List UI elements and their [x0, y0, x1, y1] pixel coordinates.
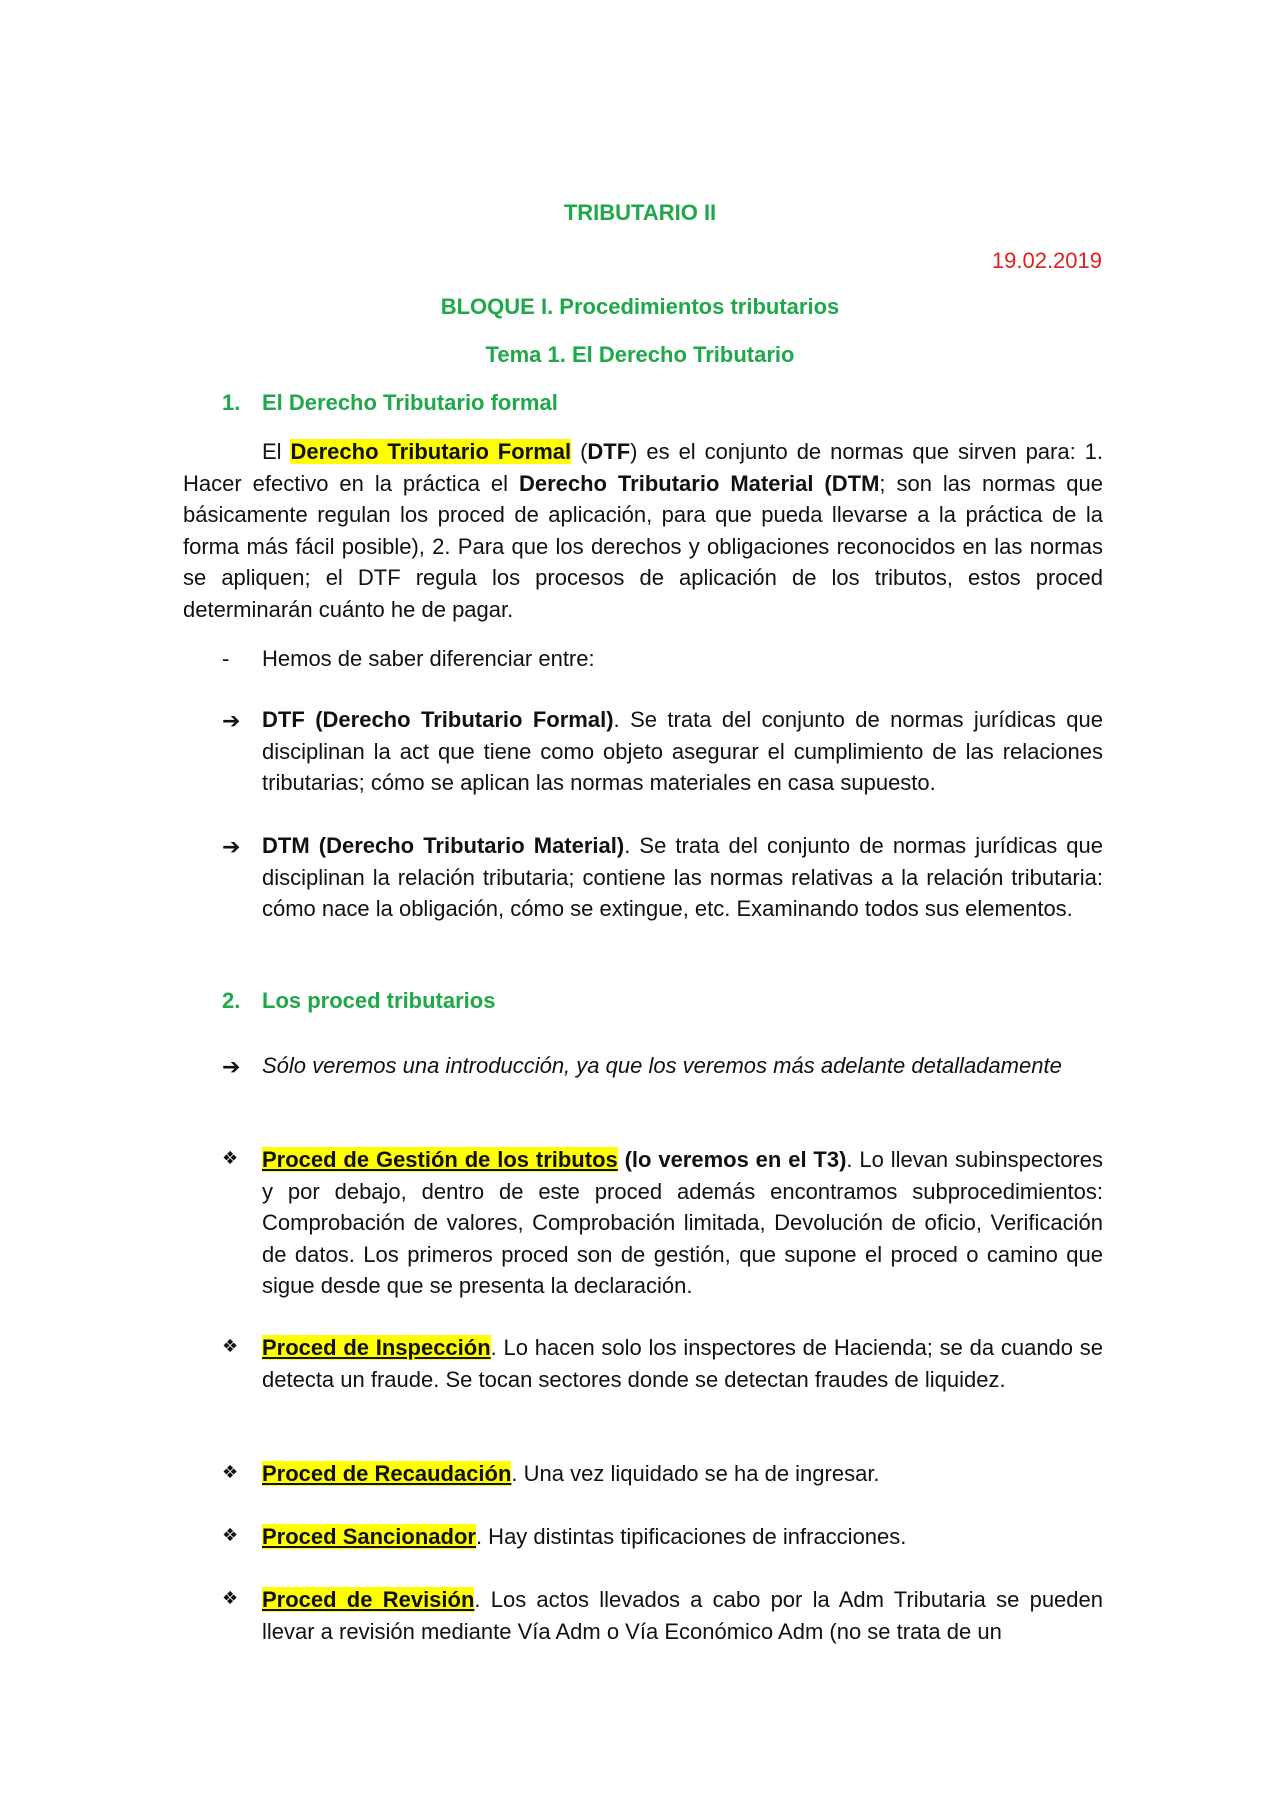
arrow-icon: ➔: [222, 834, 241, 859]
diamond-icon: ❖: [222, 1148, 239, 1168]
doc-title: TRIBUTARIO II: [563, 200, 717, 225]
section2-number: 2.: [222, 988, 241, 1013]
highlight-dtf-term: Derecho Tributario Formal: [290, 439, 572, 464]
procedure-item: Proced de Gestión de los tributos (lo veremos en el T3). Lo llevan subinspectores y por debajo, dentro de este proced además encontramos subprocedimientos: Comprobación de valores, Comprobación limitada, Devolución de oficio, Verificación de datos. Los primeros proced son de gestión, que supone el proced o camino que sigue desde que se presenta la declaración.: [262, 1147, 1103, 1298]
dash-text: Hemos de saber diferenciar entre:: [262, 646, 595, 671]
section2-intro: Sólo veremos una introducción, ya que los veremos más adelante detalladamente: [262, 1053, 1062, 1078]
diamond-icon: ❖: [222, 1336, 239, 1356]
procedure-item: Proced Sancionador. Hay distintas tipificaciones de infracciones.: [262, 1524, 907, 1549]
procedure-name: Proced de Inspección: [262, 1335, 491, 1360]
doc-date: 19.02.2019: [991, 248, 1102, 273]
topic-heading: Tema 1. El Derecho Tributario: [485, 342, 795, 367]
section2-heading: Los proced tributarios: [262, 988, 496, 1013]
dtf-definition: DTF (Derecho Tributario Formal). Se trata del conjunto de normas jurídicas que disciplinan la act que tiene como objeto asegurar el cumplimiento de las relaciones tributarias; cómo se aplican las normas materiales en casa supuesto.: [262, 707, 1103, 795]
procedure-name: Proced de Recaudación: [262, 1461, 512, 1486]
procedure-name: Proced de Revisión: [262, 1587, 475, 1612]
procedure-item: Proced de Recaudación. Una vez liquidado se ha de ingresar.: [262, 1461, 880, 1486]
procedure-item: Proced de Revisión. Los actos llevados a cabo por la Adm Tributaria se pueden llevar a revisión mediante Vía Adm o Vía Económico Adm (no se trata de un: [262, 1587, 1103, 1644]
section1-number: 1.: [222, 390, 241, 415]
intro-paragraph: El Derecho Tributario Formal (DTF) es el conjunto de normas que sirven para: 1. Hacer efectivo en la práctica el Derecho Tributario Material (DTM; son las normas que básicamente regulan los proced de aplicación, para que pueda llevarse a la práctica de la forma más fácil posible), 2. Para que los derechos y obligaciones reconocidos en las normas se apliquen; el DTF regula los procesos de aplicación de los tributos, estos proced determinarán cuánto he de pagar.: [183, 439, 1103, 622]
procedure-item: Proced de Inspección. Lo hacen solo los inspectores de Hacienda; se da cuando se detecta un fraude. Se tocan sectores donde se detectan fraudes de liquidez.: [262, 1335, 1103, 1392]
arrow-icon: ➔: [222, 708, 241, 733]
arrow-icon: ➔: [222, 1054, 241, 1079]
dtm-definition: DTM (Derecho Tributario Material). Se trata del conjunto de normas jurídicas que disciplinan la relación tributaria; contiene las normas relativas a la relación tributaria: cómo nace la obligación, cómo se extingue, etc. Examinando todos sus elementos.: [262, 833, 1103, 921]
diamond-icon: ❖: [222, 1462, 239, 1482]
procedure-name: Proced de Gestión de los tributos: [262, 1147, 618, 1172]
dash-bullet: -: [222, 646, 230, 671]
diamond-icon: ❖: [222, 1525, 239, 1545]
section1-heading: El Derecho Tributario formal: [262, 390, 558, 415]
diamond-icon: ❖: [222, 1588, 239, 1608]
block-heading: BLOQUE I. Procedimientos tributarios: [440, 294, 840, 319]
procedure-name: Proced Sancionador: [262, 1524, 476, 1549]
